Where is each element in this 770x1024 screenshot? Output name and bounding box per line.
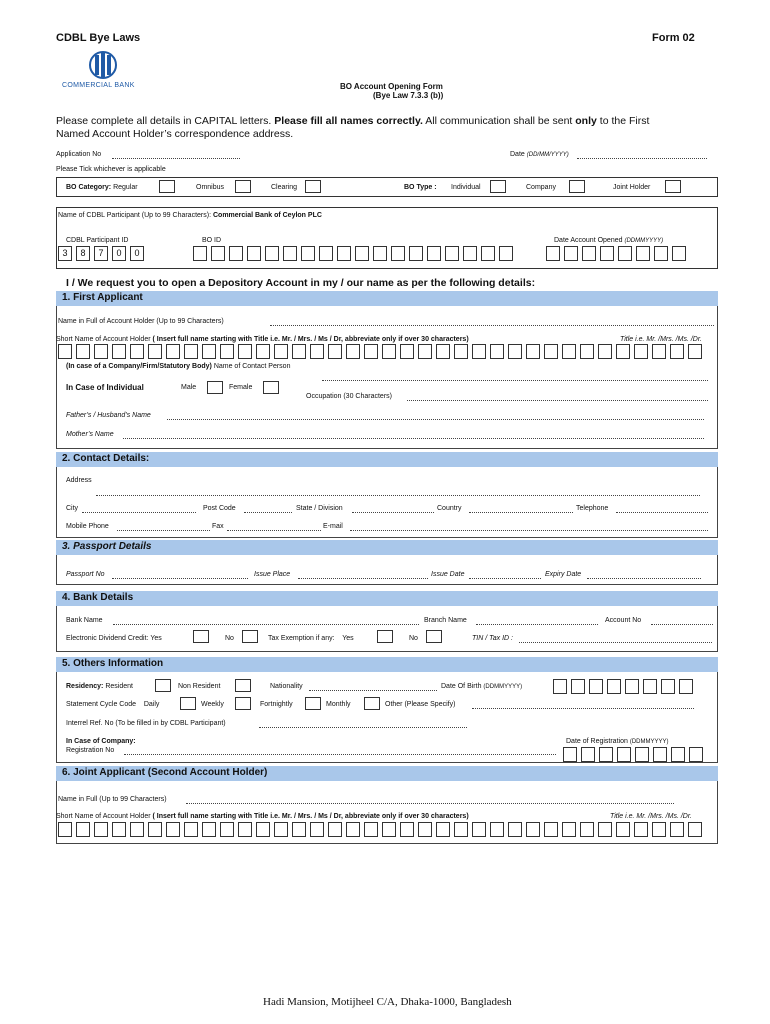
participant-name-value: Commercial Bank of Ceylon PLC bbox=[212, 212, 322, 219]
entry-cell[interactable] bbox=[562, 344, 576, 359]
entry-cell[interactable] bbox=[238, 822, 252, 837]
contact-person-label: Name of Contact Person bbox=[213, 363, 291, 370]
dob-text: Date Of Birth bbox=[441, 683, 482, 690]
entry-cell[interactable] bbox=[166, 344, 180, 359]
footer-address: Hadi Mansion, Motijheel C/A, Dhaka-1000, Bangladesh bbox=[263, 996, 512, 1008]
entry-cell[interactable] bbox=[671, 747, 685, 762]
entry-cell[interactable] bbox=[148, 822, 162, 837]
intro-part3: All communication shall be sent bbox=[425, 115, 573, 127]
mother-label: Mother’s Name bbox=[66, 431, 114, 438]
tax-yes-checkbox[interactable] bbox=[377, 630, 393, 643]
entry-cell[interactable] bbox=[364, 344, 378, 359]
entry-cell[interactable] bbox=[346, 344, 360, 359]
address-label: Address bbox=[66, 477, 92, 484]
entry-cell[interactable] bbox=[544, 344, 558, 359]
section-5-title: 5. Others Information bbox=[62, 658, 164, 669]
section-4-header bbox=[56, 591, 718, 606]
mobile-label: Mobile Phone bbox=[66, 523, 109, 530]
reg-date-format: (DDMMYYYY) bbox=[629, 739, 669, 745]
non-resident-checkbox[interactable] bbox=[235, 679, 251, 692]
resident-checkbox[interactable] bbox=[155, 679, 171, 692]
entry-cell[interactable] bbox=[454, 822, 468, 837]
entry-cell[interactable] bbox=[544, 822, 558, 837]
clearing-label: Clearing bbox=[271, 184, 298, 191]
entry-cell[interactable] bbox=[373, 246, 387, 261]
section-2-header bbox=[56, 452, 718, 467]
entry-cell[interactable] bbox=[400, 344, 414, 359]
tax-label: Tax Exemption if any: bbox=[268, 635, 335, 642]
issue-date-label: Issue Date bbox=[431, 571, 465, 578]
joint-short-name-row bbox=[56, 813, 469, 820]
non-resident-label: Non Resident bbox=[178, 683, 221, 690]
short-name-hint: ( Insert full name starting with Title i.e. Mr. / Mrs. / Ms / Dr, abbreviate only if over 30 characters) bbox=[152, 336, 469, 343]
residency-label: Residency: bbox=[66, 683, 104, 690]
entry-cell[interactable] bbox=[643, 679, 657, 694]
company-checkbox[interactable] bbox=[569, 180, 585, 193]
dob-cells[interactable] bbox=[553, 679, 697, 694]
entry-cell[interactable] bbox=[472, 344, 486, 359]
entry-cell[interactable] bbox=[564, 246, 578, 261]
entry-cell[interactable] bbox=[328, 344, 342, 359]
entry-cell[interactable] bbox=[274, 822, 288, 837]
application-no-field[interactable] bbox=[112, 150, 240, 159]
joint-short-name-cells[interactable] bbox=[58, 822, 706, 837]
entry-cell[interactable] bbox=[580, 344, 594, 359]
entry-cell[interactable] bbox=[58, 822, 72, 837]
entry-cell[interactable] bbox=[553, 679, 567, 694]
occupation-field[interactable] bbox=[407, 392, 708, 401]
state-label: State / Division bbox=[296, 505, 343, 512]
fax-field[interactable] bbox=[227, 522, 321, 531]
dividend-yes-label: Yes bbox=[150, 635, 162, 642]
entry-cell[interactable] bbox=[445, 246, 459, 261]
individual-label: Individual bbox=[451, 184, 481, 191]
entry-cell[interactable] bbox=[652, 822, 666, 837]
entry-cell[interactable] bbox=[616, 344, 630, 359]
title-hint: Title i.e. Mr. /Mrs. /Ms. /Dr. bbox=[620, 336, 702, 343]
entry-cell[interactable] bbox=[310, 344, 324, 359]
entry-cell[interactable] bbox=[130, 344, 144, 359]
entry-cell[interactable] bbox=[635, 747, 649, 762]
date-field[interactable] bbox=[577, 150, 707, 159]
address-field[interactable] bbox=[96, 487, 700, 496]
section-1-title: 1. First Applicant bbox=[62, 292, 143, 303]
entry-cell[interactable] bbox=[617, 747, 631, 762]
entry-cell[interactable] bbox=[654, 246, 668, 261]
entry-cell[interactable] bbox=[436, 344, 450, 359]
issue-date-field[interactable] bbox=[469, 570, 541, 579]
joint-holder-checkbox[interactable] bbox=[665, 180, 681, 193]
entry-cell[interactable] bbox=[688, 344, 702, 359]
intro-part2: Please fill all names correctly. bbox=[274, 115, 423, 127]
other-label: Other (Please Specify) bbox=[385, 701, 456, 708]
tin-field[interactable] bbox=[519, 634, 712, 643]
entry-cell[interactable] bbox=[220, 822, 234, 837]
entry-cell[interactable] bbox=[112, 344, 126, 359]
registration-field[interactable] bbox=[124, 746, 556, 755]
entry-cell[interactable] bbox=[490, 344, 504, 359]
fortnightly-label: Fortnightly bbox=[260, 701, 293, 708]
participant-name-row bbox=[58, 212, 322, 219]
entry-cell[interactable] bbox=[526, 344, 540, 359]
participant-id-digit: 0 bbox=[130, 246, 144, 261]
bo-id-cells[interactable] bbox=[193, 246, 517, 261]
city-label: City bbox=[66, 505, 79, 512]
entry-cell[interactable] bbox=[508, 344, 522, 359]
joint-short-name-label: Short Name of Account Holder bbox=[56, 813, 151, 820]
father-field[interactable] bbox=[167, 411, 704, 420]
participant-id-cells bbox=[58, 246, 148, 261]
residency-row bbox=[66, 683, 133, 690]
fax-label: Fax bbox=[212, 523, 224, 530]
date-opened-format: (DDMMYYYY) bbox=[624, 238, 664, 244]
entry-cell[interactable] bbox=[490, 822, 504, 837]
full-name-field[interactable] bbox=[270, 317, 714, 326]
form-subtitle: (Bye Law 7.3.3 (b)) bbox=[373, 91, 444, 100]
reg-date-label bbox=[566, 738, 669, 745]
entry-cell[interactable] bbox=[607, 679, 621, 694]
request-line: I / We request you to open a Depository Account in my / our name as per the following details: bbox=[66, 277, 536, 289]
tick-note: Please Tick whichever is applicable bbox=[56, 166, 166, 173]
entry-cell[interactable] bbox=[292, 822, 306, 837]
joint-full-name-field[interactable] bbox=[186, 795, 674, 804]
account-no-field[interactable] bbox=[651, 616, 713, 625]
entry-cell[interactable] bbox=[364, 822, 378, 837]
entry-cell[interactable] bbox=[481, 246, 495, 261]
branch-name-label: Branch Name bbox=[424, 617, 467, 624]
reg-date-cells[interactable] bbox=[563, 747, 707, 762]
post-code-field[interactable] bbox=[244, 504, 292, 513]
dividend-row bbox=[66, 635, 162, 642]
entry-cell[interactable] bbox=[166, 822, 180, 837]
entry-cell[interactable] bbox=[672, 246, 686, 261]
entry-cell[interactable] bbox=[301, 246, 315, 261]
dividend-no-checkbox[interactable] bbox=[242, 630, 258, 643]
entry-cell[interactable] bbox=[400, 822, 414, 837]
entry-cell[interactable] bbox=[571, 679, 585, 694]
entry-cell[interactable] bbox=[382, 344, 396, 359]
date-format: (DD/MM/YYYY) bbox=[526, 152, 569, 158]
bo-type-label: BO Type : bbox=[404, 184, 437, 191]
entry-cell[interactable] bbox=[148, 344, 162, 359]
entry-cell[interactable] bbox=[526, 822, 540, 837]
tax-yes-label: Yes bbox=[342, 635, 354, 642]
entry-cell[interactable] bbox=[184, 344, 198, 359]
omnibus-checkbox[interactable] bbox=[235, 180, 251, 193]
country-field[interactable] bbox=[469, 504, 573, 513]
section-3-header bbox=[56, 540, 718, 555]
entry-cell[interactable] bbox=[409, 246, 423, 261]
entry-cell[interactable] bbox=[436, 822, 450, 837]
state-field[interactable] bbox=[352, 504, 434, 513]
intro-line-2: Named Account Holder’s correspondence address. bbox=[56, 128, 294, 140]
bank-name-label: Bank Name bbox=[66, 617, 103, 624]
entry-cell[interactable] bbox=[508, 822, 522, 837]
tax-row bbox=[268, 635, 354, 642]
male-checkbox[interactable] bbox=[207, 381, 223, 394]
entry-cell[interactable] bbox=[193, 246, 207, 261]
entry-cell[interactable] bbox=[220, 344, 234, 359]
entry-cell[interactable] bbox=[499, 246, 513, 261]
section-2-title: 2. Contact Details: bbox=[62, 453, 150, 464]
section-3-title: 3. Passport Details bbox=[62, 541, 152, 552]
daily-checkbox[interactable] bbox=[180, 697, 196, 710]
entry-cell[interactable] bbox=[256, 344, 270, 359]
participant-name-label: Name of CDBL Participant (Up to 99 Characters): bbox=[58, 212, 212, 219]
entry-cell[interactable] bbox=[319, 246, 333, 261]
entry-cell[interactable] bbox=[238, 344, 252, 359]
entry-cell[interactable] bbox=[616, 822, 630, 837]
entry-cell[interactable] bbox=[580, 822, 594, 837]
joint-full-name-label: Name in Full (Up to 99 Characters) bbox=[58, 796, 167, 803]
entry-cell[interactable] bbox=[625, 679, 639, 694]
header-right-title: Form 02 bbox=[652, 32, 695, 44]
entry-cell[interactable] bbox=[112, 822, 126, 837]
entry-cell[interactable] bbox=[391, 246, 405, 261]
date-opened-text: Date Account Opened bbox=[554, 237, 623, 244]
entry-cell[interactable] bbox=[636, 246, 650, 261]
father-label: Father’s / Husband’s Name bbox=[66, 412, 151, 419]
bo-category-label: BO Category: bbox=[66, 184, 112, 191]
mobile-field[interactable] bbox=[117, 522, 210, 531]
entry-cell[interactable] bbox=[202, 822, 216, 837]
branch-name-field[interactable] bbox=[476, 616, 598, 625]
regular-checkbox[interactable] bbox=[159, 180, 175, 193]
passport-no-field[interactable] bbox=[112, 570, 248, 579]
dob-format: (DDMMYYYY) bbox=[483, 684, 523, 690]
individual-case-label: In Case of Individual bbox=[66, 383, 144, 392]
entry-cell[interactable] bbox=[274, 344, 288, 359]
email-field[interactable] bbox=[350, 522, 708, 531]
entry-cell[interactable] bbox=[634, 344, 648, 359]
tax-no-checkbox[interactable] bbox=[426, 630, 442, 643]
date-text: Date bbox=[510, 151, 525, 158]
entry-cell[interactable] bbox=[418, 822, 432, 837]
section-5-header bbox=[56, 657, 718, 672]
entry-cell[interactable] bbox=[600, 246, 614, 261]
entry-cell[interactable] bbox=[463, 246, 477, 261]
entry-cell[interactable] bbox=[229, 246, 243, 261]
issue-place-field[interactable] bbox=[298, 570, 428, 579]
entry-cell[interactable] bbox=[661, 679, 675, 694]
entry-cell[interactable] bbox=[346, 822, 360, 837]
entry-cell[interactable] bbox=[76, 822, 90, 837]
telephone-label: Telephone bbox=[576, 505, 609, 512]
country-label: Country bbox=[437, 505, 462, 512]
section-4-body bbox=[56, 606, 718, 652]
entry-cell[interactable] bbox=[382, 822, 396, 837]
entry-cell[interactable] bbox=[562, 822, 576, 837]
entry-cell[interactable] bbox=[472, 822, 486, 837]
expiry-date-field[interactable] bbox=[587, 570, 701, 579]
male-label: Male bbox=[181, 384, 197, 391]
post-code-label: Post Code bbox=[203, 505, 236, 512]
full-name-label: Name in Full of Account Holder (Up to 99 Characters) bbox=[58, 318, 224, 325]
date-opened-cells[interactable] bbox=[546, 246, 690, 261]
entry-cell[interactable] bbox=[283, 246, 297, 261]
weekly-label: Weekly bbox=[201, 701, 224, 708]
monthly-checkbox[interactable] bbox=[364, 697, 380, 710]
expiry-date-label: Expiry Date bbox=[545, 571, 582, 578]
occupation-label: Occupation (30 Characters) bbox=[306, 393, 392, 400]
participant-id-digit: 0 bbox=[112, 246, 126, 261]
header-left-title: CDBL Bye Laws bbox=[56, 32, 141, 44]
joint-short-name-hint: ( Insert full name starting with Title i.e. Mr. / Mrs. / Ms / Dr, abbreviate only if over 30 characters) bbox=[152, 813, 469, 820]
entry-cell[interactable] bbox=[256, 822, 270, 837]
entry-cell[interactable] bbox=[618, 246, 632, 261]
entry-cell[interactable] bbox=[689, 747, 703, 762]
entry-cell[interactable] bbox=[337, 246, 351, 261]
bank-name-field[interactable] bbox=[113, 616, 419, 625]
tin-label: TIN / Tax ID : bbox=[472, 635, 513, 642]
entry-cell[interactable] bbox=[292, 344, 306, 359]
bo-category-row bbox=[66, 184, 138, 191]
entry-cell[interactable] bbox=[247, 246, 261, 261]
entry-cell[interactable] bbox=[58, 344, 72, 359]
entry-cell[interactable] bbox=[130, 822, 144, 837]
company-label: Company bbox=[526, 184, 556, 191]
dob-label bbox=[441, 683, 522, 690]
entry-cell[interactable] bbox=[563, 747, 577, 762]
mother-field[interactable] bbox=[123, 430, 704, 439]
bank-logo-text: COMMERCIAL BANK bbox=[62, 82, 135, 89]
other-field[interactable] bbox=[472, 700, 694, 709]
entry-cell[interactable] bbox=[598, 822, 612, 837]
entry-cell[interactable] bbox=[94, 344, 108, 359]
company-case-label: (In case of a Company/Firm/Statutory Body) bbox=[66, 363, 212, 370]
tax-no-label: No bbox=[409, 635, 418, 642]
form-title: BO Account Opening Form bbox=[340, 82, 443, 91]
joint-title-hint: Title i.e. Mr. /Mrs. /Ms. /Dr. bbox=[610, 813, 692, 820]
participant-id-digit: 8 bbox=[76, 246, 90, 261]
entry-cell[interactable] bbox=[582, 246, 596, 261]
female-checkbox[interactable] bbox=[263, 381, 279, 394]
internal-ref-label: Interrel Ref. No (To be filled in by CDBL Participant) bbox=[66, 720, 226, 727]
entry-cell[interactable] bbox=[454, 344, 468, 359]
dividend-yes-checkbox[interactable] bbox=[193, 630, 209, 643]
participant-id-digit: 7 bbox=[94, 246, 108, 261]
short-name-cells[interactable] bbox=[58, 344, 706, 359]
dividend-label: Electronic Dividend Credit: bbox=[66, 635, 149, 642]
entry-cell[interactable] bbox=[211, 246, 225, 261]
intro-part4: only bbox=[575, 115, 597, 127]
city-field[interactable] bbox=[82, 504, 196, 513]
company-case-row bbox=[66, 363, 290, 370]
email-label: E-mail bbox=[323, 523, 343, 530]
entry-cell[interactable] bbox=[599, 747, 613, 762]
bank-logo bbox=[78, 50, 128, 84]
intro-line-1 bbox=[56, 115, 649, 127]
entry-cell[interactable] bbox=[355, 246, 369, 261]
entry-cell[interactable] bbox=[76, 344, 90, 359]
resident-label: Resident bbox=[105, 683, 133, 690]
joint-holder-label: Joint Holder bbox=[613, 184, 651, 191]
entry-cell[interactable] bbox=[688, 822, 702, 837]
contact-person-field[interactable] bbox=[322, 372, 708, 381]
entry-cell[interactable] bbox=[670, 344, 684, 359]
participant-id-label: CDBL Participant ID bbox=[66, 237, 129, 244]
entry-cell[interactable] bbox=[265, 246, 279, 261]
intro-part5: to the First bbox=[599, 115, 650, 127]
entry-cell[interactable] bbox=[598, 344, 612, 359]
cycle-label: Statement Cycle Code bbox=[66, 701, 137, 708]
female-label: Female bbox=[229, 384, 253, 391]
nationality-field[interactable] bbox=[309, 682, 437, 691]
entry-cell[interactable] bbox=[184, 822, 198, 837]
bo-id-label: BO ID bbox=[202, 237, 222, 244]
entry-cell[interactable] bbox=[581, 747, 595, 762]
section-4-title: 4. Bank Details bbox=[62, 592, 134, 603]
section-6-title: 6. Joint Applicant (Second Account Holder) bbox=[62, 767, 268, 778]
section-6-header bbox=[56, 766, 718, 781]
entry-cell[interactable] bbox=[634, 822, 648, 837]
entry-cell[interactable] bbox=[418, 344, 432, 359]
clearing-checkbox[interactable] bbox=[305, 180, 321, 193]
application-no-label: Application No bbox=[56, 151, 102, 158]
entry-cell[interactable] bbox=[427, 246, 441, 261]
weekly-checkbox[interactable] bbox=[235, 697, 251, 710]
nationality-label: Nationality bbox=[270, 683, 303, 690]
entry-cell[interactable] bbox=[670, 822, 684, 837]
daily-label: Daily bbox=[143, 701, 160, 708]
individual-checkbox[interactable] bbox=[490, 180, 506, 193]
company-case-5-label: In Case of Company: bbox=[66, 738, 136, 745]
monthly-label: Monthly bbox=[326, 701, 351, 708]
short-name-label: Short Name of Account Holder bbox=[56, 336, 151, 343]
cycle-row bbox=[66, 701, 159, 708]
telephone-field[interactable] bbox=[616, 504, 708, 513]
internal-ref-field[interactable] bbox=[259, 719, 467, 728]
entry-cell[interactable] bbox=[202, 344, 216, 359]
issue-place-label: Issue Place bbox=[254, 571, 291, 578]
section-1-header bbox=[56, 291, 718, 306]
date-label bbox=[510, 151, 569, 158]
entry-cell[interactable] bbox=[653, 747, 667, 762]
entry-cell[interactable] bbox=[679, 679, 693, 694]
registration-label: Registration No bbox=[66, 747, 115, 754]
fortnightly-checkbox[interactable] bbox=[305, 697, 321, 710]
entry-cell[interactable] bbox=[546, 246, 560, 261]
account-no-label: Account No bbox=[605, 617, 642, 624]
entry-cell[interactable] bbox=[310, 822, 324, 837]
dividend-no-label: No bbox=[225, 635, 234, 642]
entry-cell[interactable] bbox=[589, 679, 603, 694]
short-name-row bbox=[56, 336, 469, 343]
entry-cell[interactable] bbox=[94, 822, 108, 837]
date-opened-label bbox=[554, 237, 663, 244]
regular-label: Regular bbox=[113, 184, 138, 191]
entry-cell[interactable] bbox=[652, 344, 666, 359]
intro-part1: Please complete all details in CAPITAL letters. bbox=[56, 115, 272, 127]
entry-cell[interactable] bbox=[328, 822, 342, 837]
reg-date-text: Date of Registration bbox=[566, 738, 628, 745]
passport-no-label: Passport No bbox=[66, 571, 105, 578]
participant-id-digit: 3 bbox=[58, 246, 72, 261]
omnibus-label: Omnibus bbox=[196, 184, 225, 191]
